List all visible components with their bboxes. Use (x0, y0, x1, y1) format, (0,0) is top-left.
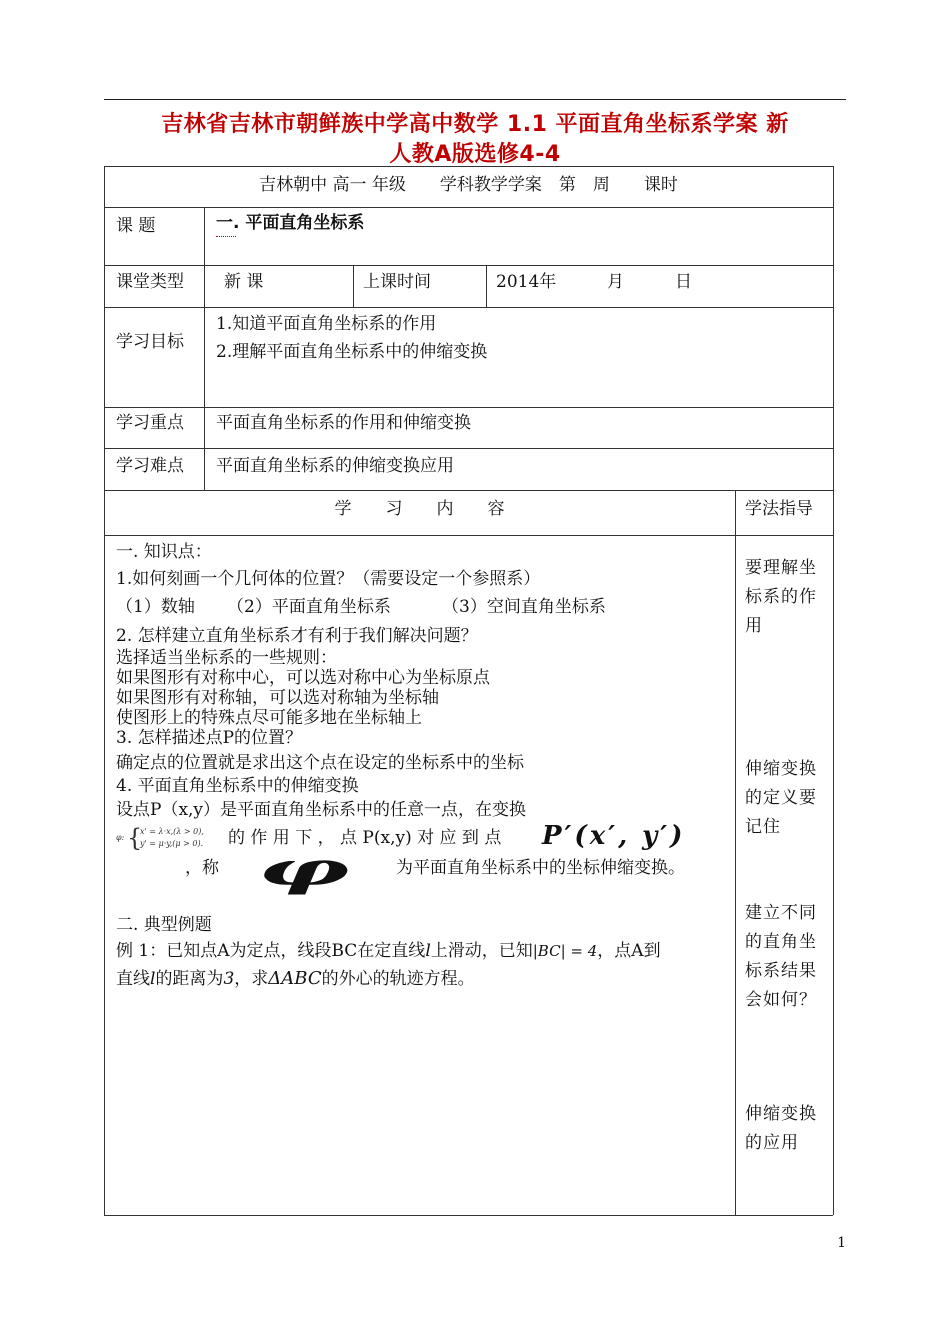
example-1-line-2: 直线l的距离为3，求ΔABC的外心的轨迹方程。 (116, 968, 475, 989)
question-2: 2. 怎样建立直角坐标系才有利于我们解决问题？ (116, 626, 478, 646)
topic-label: 课 题 (116, 216, 156, 236)
option-1: （1）数轴 (116, 597, 195, 617)
definition-comma: ，称 (185, 858, 219, 878)
focus-label: 学习重点 (116, 413, 184, 433)
rule-2: 如果图形有对称轴，可以选对称轴为坐标轴 (116, 688, 439, 708)
option-3: （3）空间直角坐标系 (442, 597, 606, 617)
class-time-day: 日 (675, 272, 692, 292)
document-title (104, 110, 846, 170)
spellcheck-underline (216, 232, 236, 237)
class-type-value: 新 课 (224, 272, 264, 292)
header-row: 吉林朝中 高一 年级 学科教学学案 第 周 课时 (259, 175, 678, 195)
topic-value: 一. 平面直角坐标系 (216, 213, 365, 233)
goal-label: 学习目标 (116, 332, 184, 352)
question-3: 3. 怎样描述点P的位置？ (116, 728, 303, 748)
focus-value: 平面直角坐标系的作用和伸缩变换 (216, 413, 471, 433)
option-2: （2）平面直角坐标系 (227, 597, 391, 617)
guide-1: 要理解坐标系的作用 (745, 558, 817, 636)
guide-2: 伸缩变换的定义要记住 (745, 759, 817, 837)
guide-header: 学法指导 (745, 499, 813, 519)
definition-mid: 的 作 用 下 ， 点 P(x,y) 对 应 到 点 (228, 828, 502, 848)
rule-1: 如果图形有对称中心，可以选对称中心为坐标原点 (116, 668, 490, 688)
definition-end: 为平面直角坐标系中的坐标伸缩变换。 (396, 858, 685, 878)
rules-intro: 选择适当坐标系的一些规则： (116, 648, 337, 668)
class-time-label: 上课时间 (363, 272, 431, 292)
example-1-line-1: 例 1：已知点A为定点，线段BC在定直线l上滑动，已知|BC| = 4，点A到 (116, 941, 661, 961)
guide-3: 建立不同的直角坐标系结果会如何？ (745, 903, 817, 1010)
title-line-1: 吉林省吉林市朝鲜族中学高中数学 1.1 平面直角坐标系学案 新 (161, 112, 789, 137)
section-2-heading: 二. 典型例题 (116, 915, 212, 935)
title-line-2: 人教A版选修4-4 (389, 142, 561, 167)
class-type-label: 课堂类型 (116, 272, 184, 292)
content-header: 学 习 内 容 (334, 499, 505, 519)
question-4: 4. 平面直角坐标系中的伸缩变换 (116, 776, 359, 796)
question-1: 1.如何刻画一个几何体的位置？（需要设定一个参照系） (116, 569, 541, 589)
phi-formula: φ: { x' = λ·x,(λ > 0), y' = μ·y,(μ > 0). (116, 824, 204, 852)
answer-3: 确定点的位置就是求出这个点在设定的坐标系中的坐标 (116, 753, 524, 773)
class-time-year: 2014年 (496, 272, 557, 292)
goal-1: 1.知道平面直角坐标系的作用 (216, 314, 437, 334)
top-rule (104, 99, 846, 100)
phi-symbol: φ (258, 842, 350, 896)
section-1-heading: 一. 知识点： (116, 542, 212, 562)
goal-2: 2.理解平面直角坐标系中的伸缩变换 (216, 342, 488, 362)
difficulty-label: 学习难点 (116, 456, 184, 476)
rule-3: 使图形上的特殊点尽可能多地在坐标轴上 (116, 708, 422, 728)
page-number: 1 (837, 1235, 846, 1251)
class-time-month: 月 (607, 272, 624, 292)
guide-4: 伸缩变换的应用 (745, 1104, 817, 1153)
difficulty-value: 平面直角坐标系的伸缩变换应用 (216, 456, 454, 476)
definition-line-1: 设点P（x,y）是平面直角坐标系中的任意一点，在变换 (116, 800, 527, 820)
p-prime: P′(x′, y′) (542, 821, 686, 851)
brace-icon: { (127, 824, 143, 852)
